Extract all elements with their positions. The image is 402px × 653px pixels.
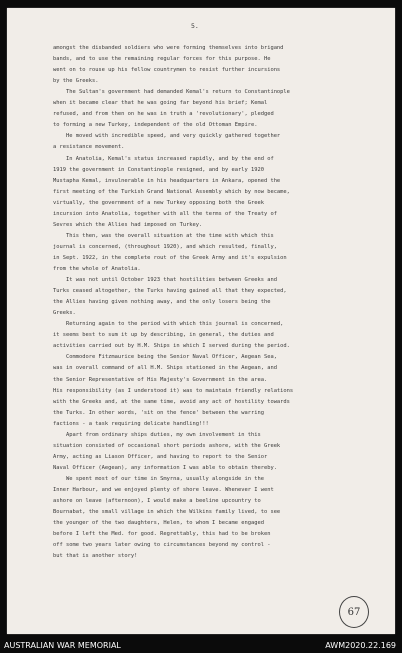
text-line: the Senior Representative of His Majesty's Government in the area. <box>53 376 268 383</box>
text-line: Army, acting as Liason Officer, and having to report to the Senior <box>53 453 268 460</box>
text-line: Sevres which the Allies had imposed on Turkey. <box>53 221 203 228</box>
text-line: the Turks. In other words, 'sit on the fence' between the warring <box>53 409 264 416</box>
text-line: was in overall command of all H.M. Ships stationed in the Aegean, and <box>53 365 277 372</box>
text-line: first meeting of the Turkish Grand National Assembly which by now became, <box>53 188 290 195</box>
text-line: situation consisted of occasional short periods ashore, with the Greek <box>53 442 281 449</box>
text-line: factions - a task requiring delicate handling!!! <box>53 420 209 427</box>
page-number: 5. <box>191 22 199 30</box>
document-page <box>7 8 395 634</box>
text-line: It was not until October 1923 that hostilities between Greeks and <box>53 277 277 284</box>
text-line: when it became clear that he was going far beyond his brief; Kemal <box>53 100 268 107</box>
document-body <box>7 8 395 634</box>
text-line: bands, and to use the remaining regular forces for this purpose. He <box>53 56 271 63</box>
text-line: This then, was the overall situation at the time with which this <box>53 232 274 239</box>
text-line: before I left the Med. for good. Regrettably, this had to be broken <box>53 531 271 538</box>
text-line: activities carried out by H.M. Ships in which I served during the period. <box>53 343 290 350</box>
text-line: the Allies having given nothing away, and the only losers being the <box>53 299 271 306</box>
text-line: Greeks. <box>53 310 76 317</box>
text-line: incursion into Anatolia, together with all the terms of the Treaty of <box>53 210 277 217</box>
footer-accession-number: AWM2020.22.169 <box>325 641 396 650</box>
text-line: in Sept. 1922, in the complete rout of the Greek Army and it's expulsion <box>53 254 287 261</box>
text-line: from the whole of Anatolia. <box>53 266 141 272</box>
text-line: Commodore Fitzmaurice being the Senior Naval Officer, Aegean Sea, <box>53 354 277 361</box>
footer-institution: AUSTRALIAN WAR MEMORIAL <box>4 641 121 650</box>
text-line: the younger of the two daughters, Helen, to whom I became engaged <box>53 520 264 527</box>
text-line: journal is concerned, (throughout 1920), and which resulted, finally, <box>53 243 277 250</box>
text-line: it seems best to sum it up by describing, in general, the duties and <box>53 332 274 339</box>
folio-stamp: 67 <box>339 596 369 628</box>
text-line: Mustapha Kemal, invulnerable in his headquarters in Ankara, opened the <box>53 177 281 184</box>
text-line: His responsibility (as I understood it) was to maintain friendly relations <box>53 387 294 394</box>
text-line: In Anatolia, Kemal's status increased rapidly, and by the end of <box>53 155 274 162</box>
text-line: 1919 the government in Constantinople resigned, and by early 1920 <box>53 166 264 173</box>
text-line: He moved with incredible speed, and very quickly gathered together <box>53 133 281 140</box>
text-line: Inner Harbour, and we enjoyed plenty of shore leave. Whenever I went <box>53 487 274 493</box>
text-line: Apart from ordinary ships duties, my own involvement in this <box>53 431 261 438</box>
text-line: Naval Officer (Aegean), any information I was able to obtain thereby. <box>53 464 277 471</box>
footer-bar <box>0 636 402 653</box>
text-line: went on to rouse up his fellow countrymen to resist further incursions <box>53 67 281 74</box>
text-line: Turks ceased altogether, the Turks having gained all that they expected, <box>53 288 287 295</box>
text-line: amongst the disbanded soldiers who were forming themselves into brigand <box>53 45 284 51</box>
text-line: to forming a new Turkey, independent of the old Ottoman Empire. <box>53 122 258 129</box>
text-line: The Sultan's government had demanded Kemal's return to Constantinople <box>53 89 290 96</box>
text-line: ashore on leave (afternoon), I would make a beeline upcountry to <box>53 498 261 505</box>
text-line: refused, and from then on he was in truth a 'revolutionary', pledged <box>53 111 274 118</box>
text-line: We spent most of our time in Smyrna, usually alongside in the <box>53 475 264 482</box>
text-line: but that is another story! <box>53 553 138 560</box>
text-line: Bournabat, the small village in which the Wilkins family lived, to see <box>53 509 281 516</box>
text-line: by the Greeks. <box>53 78 99 85</box>
text-line: Returning again to the period with which this journal is concerned, <box>53 321 284 328</box>
text-line: a resistance movement. <box>53 144 125 151</box>
text-line: virtually, the government of a new Turkey opposing both the Greek <box>53 199 264 206</box>
text-line: off some two years later owing to circumstances beyond my control - <box>53 542 271 549</box>
text-line: with the Greeks and, at the same time, avoid any act of hostility towards <box>53 398 290 405</box>
